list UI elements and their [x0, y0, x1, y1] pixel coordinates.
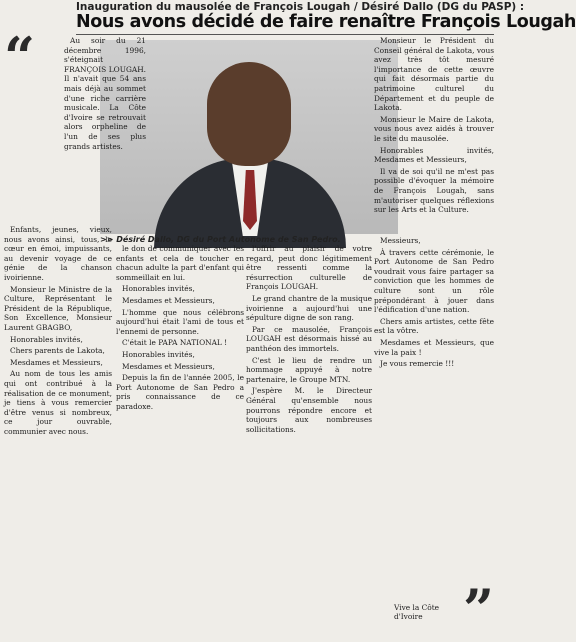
column-paragraph: Mesdames et Messieurs,: [10, 357, 103, 367]
column-paragraph: Il va de soi qu'il ne m'est pas possible d'évoquer la mémoire de François Lougah, sans m'autoriser quelques réflexions sur les Arts et la Culture.: [374, 166, 494, 215]
column-paragraph: Mesdames et Messieurs,: [122, 361, 215, 371]
column-paragraph: Au soir du 21 décembre 1996, s'éteignait FRANÇOIS LOUGAH. Il n'avait que 54 ans mais déjà au sommet d'une riche carrière musicale. La Côte d'Ivoire se retrouvait alors orpheline de l'un de ses plus grands artistes.: [64, 36, 146, 151]
column-paragraph: Monsieur le Président du Conseil général de Lakota, vous avez très tôt mesuré l'importance de cette œuvre qui fait désormais partie du patrimoine culturel du Département et du peuple de Lakota.: [374, 36, 494, 113]
column-1-bottom: [4, 225, 112, 438]
column-paragraph: Depuis la fin de l'année 2005, le Port Autonome de San Pedro a pris connaissance de ce paradoxe.: [116, 373, 244, 411]
column-paragraph: Monsieur le Ministre de la Culture, Représentant le Président de la République, Son Excellence, Monsieur Laurent GBAGBO,: [4, 284, 112, 332]
column-paragraph: Mesdames et Messieurs,: [122, 295, 215, 305]
column-paragraph: le don de communiquer avec les enfants et cela de toucher en chacun adulte la part d'enfant qui sommeillait en lui.: [116, 244, 244, 282]
column-1-top: [64, 36, 146, 153]
column-paragraph: l'offrir au plaisir de votre regard, peut donc légitimement être ressenti comme la résurrection culturelle de François LOUGAH.: [246, 244, 372, 292]
headline-rule: [76, 34, 494, 35]
column-paragraph: Enfants, jeunes, vieux, nous avons ainsi, tous, le cœur en émoi, impuissants, au devenir voyage de ce génie de la chanson ivoirienne.: [4, 225, 112, 282]
article-kicker: Inauguration du mausolée de François Lougah / Désiré Dallo (DG du PASP) :: [76, 1, 525, 13]
column-4-bottom: [374, 236, 494, 371]
photo-caption: >> Désiré Dallo, DG du Port Autonome de San Pedro.: [100, 235, 341, 244]
column-paragraph: Le grand chantre de la musique ivoirienne a aujourd'hui une sépulture digne de son rang.: [246, 293, 372, 323]
column-paragraph: C'était le PAPA NATIONAL !: [122, 338, 228, 348]
column-paragraph: À travers cette cérémonie, le Port Autonome de San Pedro voudrait vous faire partager sa conviction que les hommes de culture sont un rôle prépondérant à jouer dans l'édification d'une nation.: [374, 247, 494, 315]
opening-quote-mark: “: [4, 25, 36, 89]
column-paragraph: Chers amis artistes, cette fête est la vôtre.: [374, 316, 494, 336]
column-2: [116, 244, 244, 414]
closing-quote-mark: ”: [462, 577, 494, 641]
column-paragraph: Monsieur le Maire de Lakota, vous nous avez aidés à trouver le site du mausolée.: [374, 114, 494, 143]
column-paragraph: Honorables invités, Mesdames et Messieurs,: [374, 145, 494, 165]
column-paragraph: Par ce mausolée, François LOUGAH est désormais hissé au panthéon des immortels.: [246, 324, 372, 353]
portrait-head: [207, 62, 291, 166]
column-4-top: [374, 36, 494, 217]
column-paragraph: Messieurs,: [380, 236, 421, 245]
column-paragraph: Honorables invités,: [10, 334, 83, 344]
column-paragraph: Au nom de tous les amis qui ont contribué à la réalisation de ce monument, je tiens à vous remercier d'être venus si nombreux, ce jour ouvrable, communier avec nous.: [4, 369, 112, 436]
column-paragraph: Mesdames et Messieurs, que vive la paix !: [374, 337, 494, 357]
column-paragraph: Honorables invités,: [122, 349, 195, 359]
column-paragraph: C'est le lieu de rendre un hommage appuyé à notre partenaire, le Groupe MTN.: [246, 355, 372, 384]
column-paragraph: L'homme que nous célébrons aujourd'hui était l'ami de tous et l'ennemi de personne.: [116, 307, 244, 336]
column-paragraph: Chers parents de Lakota,: [10, 346, 105, 356]
column-paragraph: J'espère M. le Directeur Général qu'ensemble nous pourrons répondre encore et toujours aux nombreuses sollicitations.: [246, 386, 372, 434]
column-paragraph: Honorables invités,: [122, 284, 195, 294]
closing-line: Vive la Côte d'Ivoire: [394, 602, 440, 622]
column-3: [246, 244, 372, 436]
column-paragraph: Je vous remercie !!!: [380, 359, 455, 369]
article-headline: Nous avons décidé de faire renaître François Lougah: [76, 12, 576, 32]
